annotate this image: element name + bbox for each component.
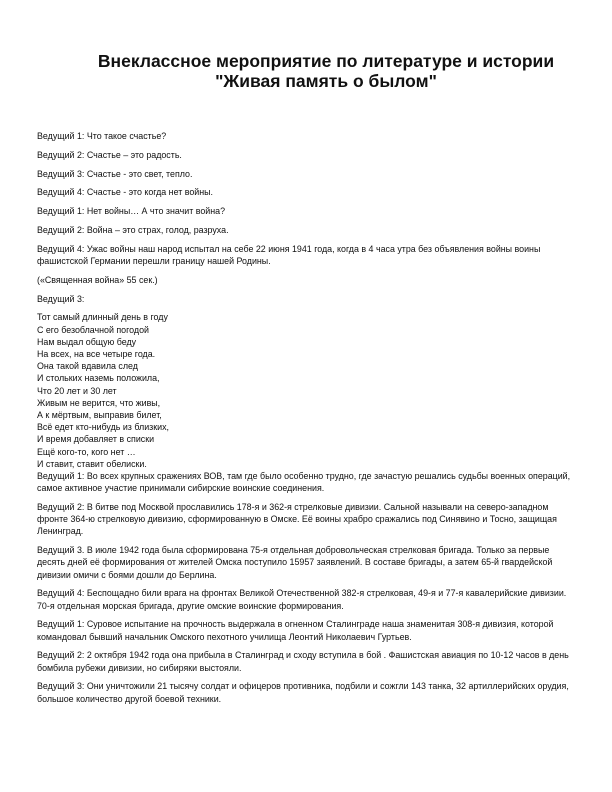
document-title-line-2: "Живая память о былом" [215,71,437,91]
poem-line: Тот самый длинный день в году [37,312,168,323]
dialogue-line: Ведущий 3. В июле 1942 года была сформирована 75-я отдельная добровольческая стрелковая бригада. Только за первые десять дней её формирования от жителей Омска поступило 15957 заявлений. В составе бригады, а затем 65-й гвардейской дивизии омичи с боями дошли до Берлина. [37,545,553,580]
dialogue-line: Ведущий 2: Война – это страх, голод, разруха. [37,224,229,235]
poem [37,311,577,470]
dialogue-line: Ведущий 4: Счастье - это когда нет войны. [37,187,214,198]
dialogue-line: Ведущий 3: Они уничтожили 21 тысячу солдат и офицеров противника, подбили и сожгли 143 танка, 32 артиллерийских орудия, большое количество другой боевой техники. [37,681,569,704]
poem-line: И время добавляет в списки [37,434,155,445]
dialogue-line: Ведущий 3: Счастье - это свет, тепло. [37,168,193,179]
poem-line: И ставит, ставит обелиски. [37,458,147,469]
poem-line: Всё едет кто-нибудь из близких, [37,422,169,433]
poem-line: Нам выдал общую беду [37,336,137,347]
dialogue-line: Ведущий 2: В битве под Москвой прославились 178-я и 362-я стрелковые дивизии. Сальной называли на северо-западном фронте 364-ю стрелковую дивизию, сформированную в Омске. Её воины храбро сражались под Синявино и Тосно, защищая Ленинград. [37,502,557,537]
dialogue-line: Ведущий 4: Ужас войны наш народ испытал на себе 22 июня 1941 года, когда в 4 часа утра без объявления войны воины фашистской Германии перешли границу нашей Родины. [37,243,541,266]
dialogue-line: Ведущий 4: Беспощадно били врага на фронтах Великой Отечественной 382-я стрелковая, 49-я и 77-я кавалерийские дивизии. 70-я отдельная морская бригада, другие омские воинские формирования. [37,588,567,611]
poem-line: Ещё кого-то, кого нет … [37,446,136,457]
dialogue-line: Ведущий 2: Счастье – это радость. [37,149,182,160]
dialogue-line: Ведущий 1: Нет войны… А что значит война? [37,206,226,217]
music-cue: («Священная война» 55 сек.) [37,274,158,285]
dialogue-line: Ведущий 3: [37,293,85,304]
dialogue-line: Ведущий 1: Что такое счастье? [37,131,167,141]
poem-line: Она такой вдавила след [37,361,138,372]
poem-line: И стольких наземь положила, [37,373,160,384]
poem-line: Что 20 лет и 30 лет [37,385,117,396]
poem-line: Живым не верится, что живы, [37,397,161,408]
dialogue-line: Ведущий 2: 2 октября 1942 года она прибыла в Сталинград и сходу вступила в бой . Фашистская авиация по 10-12 часов в день бомбила рубежи дивизии, но сибиряки выстояли. [37,650,569,673]
poem-line: С его безоблачной погодой [37,324,149,335]
document-title-line-1: Внеклассное мероприятие по литературе и истории [97,51,555,71]
poem-line: А к мёртвым, выправив билет, [37,410,162,420]
document-body [37,130,577,711]
dialogue-line: Ведущий 1: Суровое испытание на прочность выдержала в огненном Сталинграде наша знаменитая 308-я дивизия, которой командовал бывший начальник Омского пехотного училища Леонтий Николаевич Гуртьев. [37,619,554,642]
poem-line: На всех, на все четыре года. [37,348,156,359]
dialogue-line: Ведущий 1: Во всех крупных сражениях ВОВ, там где было особенно трудно, где зачастую решались судьбы военных операций, самое активное участие принимали сибирские воинские соединения. [37,471,571,494]
